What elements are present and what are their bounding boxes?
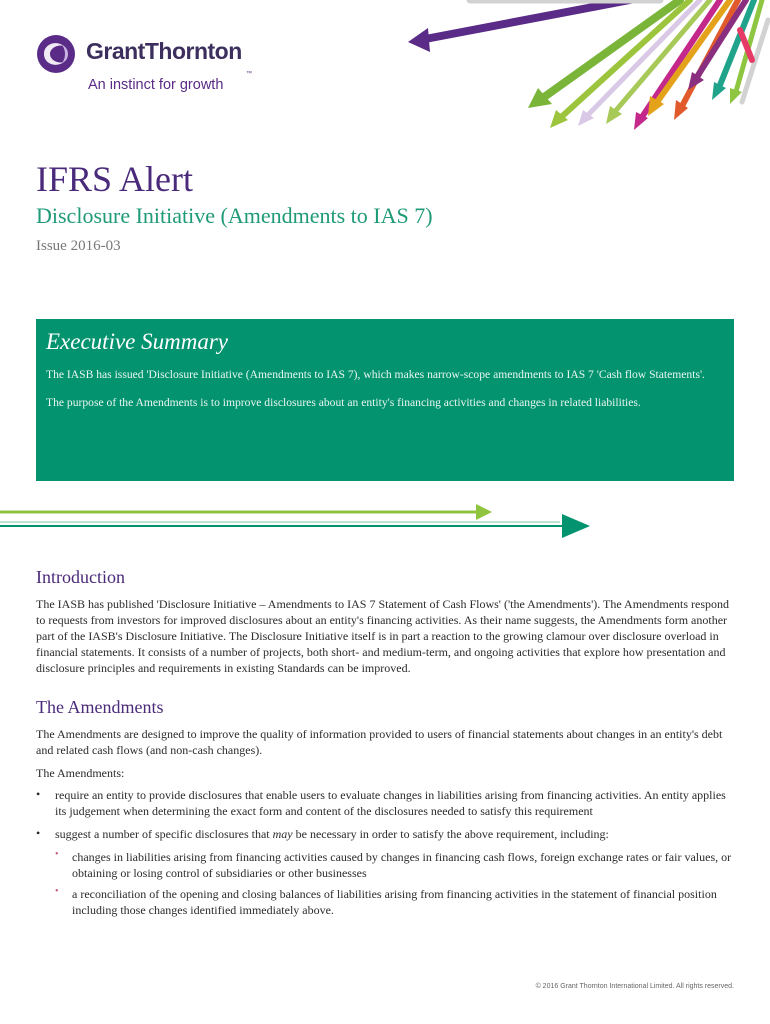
bullet-text-2-pre: suggest a number of specific disclosures that	[55, 827, 273, 841]
executive-summary-heading: Executive Summary	[46, 329, 229, 354]
bullet-icon: •	[36, 787, 41, 801]
logo-mark-icon	[36, 34, 76, 74]
logo-name: GrantThornton	[86, 38, 242, 64]
copyright-footer: © 2016 Grant Thornton International Limited. All rights reserved.	[535, 983, 734, 990]
emphasis-may: may	[272, 827, 293, 841]
decorative-arrows-graphic	[390, 0, 770, 140]
grant-thornton-logo	[36, 34, 266, 96]
executive-summary-paragraph-1: The IASB has issued 'Disclosure Initiative (Amendments to IAS 7), which makes narrow-scope amendments to IAS 7 'Cash flow Statements'.	[46, 368, 705, 381]
bullet-text-2-post: be necessary in order to satisfy the above requirement, including:	[292, 827, 609, 841]
amendments-text: The Amendments are designed to improve the quality of information provided to users of financial statements about changes in an entity's debt and related cash flows (and non-cash changes).	[36, 727, 723, 757]
logo-tagline: An instinct for growth	[88, 77, 224, 93]
executive-summary-box	[36, 319, 734, 481]
document-subtitle: Disclosure Initiative (Amendments to IAS 7)	[36, 203, 433, 228]
green-arrows-divider	[0, 498, 600, 542]
bullet-text-1: require an entity to provide disclosures that enable users to evaluate changes in liabilities arising from financing activities. An entity applies its judgement when determining the exact form and content of the disclosures needed to satisfy this requirement	[55, 788, 726, 818]
sub-bullet-icon: •	[55, 886, 59, 897]
bullet-text-2	[55, 826, 738, 842]
amendments-heading: The Amendments	[36, 697, 164, 717]
issue-number: Issue 2016-03	[36, 238, 121, 254]
introduction-heading: Introduction	[36, 567, 125, 587]
sub-bullet-text-2: a reconciliation of the opening and closing balances of liabilities arising from financing activities in the statement of financial position including those changes identified immediately above.	[72, 887, 717, 917]
trademark-mark: ™	[246, 71, 252, 77]
document-title: IFRS Alert	[36, 159, 194, 199]
executive-summary-paragraph-2: The purpose of the Amendments is to improve disclosures about an entity's financing activities and changes in related liabilities.	[46, 396, 641, 409]
sub-bullet-icon: •	[55, 849, 59, 860]
amendments-lead: The Amendments:	[36, 766, 125, 780]
bullet-icon: •	[36, 826, 41, 840]
introduction-text: The IASB has published 'Disclosure Initiative – Amendments to IAS 7 Statement of Cash Flows' ('the Amendments'). The Amendments respond to requests from investors for improved disclosures about an entity's financing activities. As their name suggests, the Amendments form another part of the IASB's Disclosure Initiative. The Disclosure Initiative itself is in part a reaction to the growing clamour over disclosure overload in financial statements. It consists of a number of projects, both short- and medium-term, and ongoing activities that explore how presentation and disclosure principles and requirements in existing Standards can be improved.	[36, 597, 730, 675]
sub-bullet-text-1: changes in liabilities arising from financing activities caused by changes in financing cash flows, foreign exchange rates or fair values, or obtaining or losing control of subsidiaries or other businesses	[72, 850, 732, 880]
